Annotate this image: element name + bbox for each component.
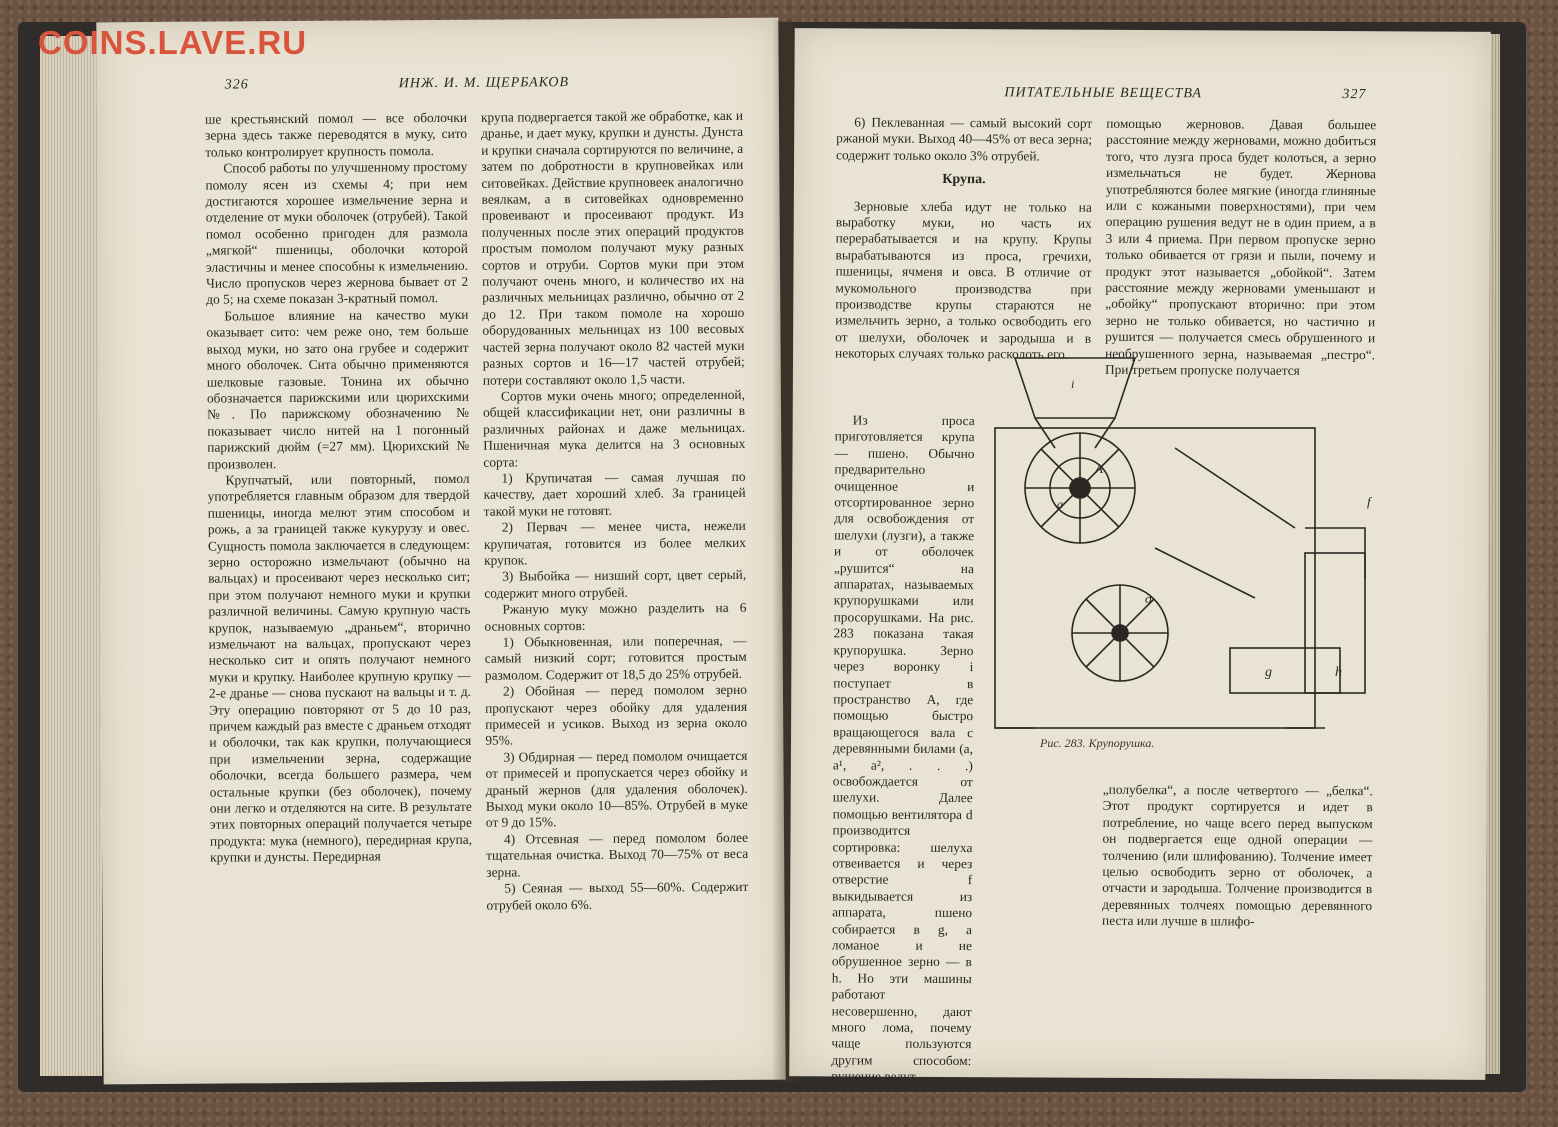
paragraph: 3) Обдирная — перед помолом очищается от примесей и пропускается через обойку и драный жернов (для удаления оболочек). Выход муки около 10—85%. Отрубей в муке от 9 до 15%. <box>485 747 748 831</box>
figure-label-A: А <box>1095 461 1103 476</box>
section-title: Крупа. <box>942 172 986 188</box>
paragraph: „полубелка“, а после четвертого — „белка“. Этот продукт сортируется и идет в потребление, но чаще всего перед выпуском он подвергается еще одной операции — толчению (или шлифованию). Толчение имеет целью освободить зерно от оболочек, а отчасти и зародыша. Толчение производится в деревянных толчеях помощью деревянного песта или лучше в шлифо- <box>1102 781 1373 929</box>
figure-caption: Рис. 283. Крупорушка. <box>1040 736 1155 750</box>
paragraph: 6) Пеклеванная — самый высокий сорт ржаной муки. Выход 40—45% от веса зерна; содержит только около 3% отрубей. <box>836 114 1093 164</box>
paragraph: Из проса приготовляется крупа — пшено. Обычно предварительно очищенное и отсортированное зерно для освобождения от шелухи (лузги), а также и от оболочек „рушится“ на аппаратах, называемых крупорушками или просорушками. На рис. 283 показана такая крупорушка. Зерно через воронку i поступает в пространство А, где помощью быстро вращающегося вала с деревянными билами (a, a¹, a², . . .) освобождается от шелухи. Далее помощью вентилятора d производится сортировка: шелуха отвеивается и через отверстие f выкидывается из аппарата, пшено собирается в g, а ломаное и не обрушенное зерно — в h. Но эти машины работают несовершенно, дают много лома, почему чаще пользуются другим способом: рушение ведут <box>831 412 975 1085</box>
figure-label-f: f <box>1367 494 1371 509</box>
figure-label-g: g <box>1265 665 1272 680</box>
left-column-2 <box>481 108 750 1050</box>
paragraph: 4) Отсевная — перед помолом более тщательная очистка. Выход 70—75% от веса зерна. <box>486 829 749 880</box>
left-page-number: 326 <box>224 77 249 93</box>
paragraph: Ржаную муку можно разделить на 6 основных сортов: <box>484 600 747 634</box>
left-column-1 <box>205 110 474 1052</box>
figure-label-h: h <box>1335 665 1342 680</box>
right-column-1-wrap <box>831 412 975 1085</box>
paragraph: Большое влияние на качество муки оказывает сито: чем реже оно, тем больше выход муки, но зато она грубее и содержит много оболочек. Сита обычно применяются шелковые газовые. Тонина их обычно обозначается парижскими или цюрихскими №. По парижскому обозначению № показывает число нитей на 1 погонный парижский дюйм (=27 мм). Цюрихский № произволен. <box>206 306 470 472</box>
paragraph: Крупчатый, или повторный, помол употребляется главным образом для твердой пшеницы, иногда мелют этим способом и рожь, а за границей также кукурузу и овес. Сущность помола заключается в следующем: зерно осторожно измельчают (обычно на вальцах) и просеивают через несколько сит; при этом получают немного муки и крупки различной величины. Самую крупную часть крупок, называемую „драньем“, вторично измельчают на вальцах, пропускают через несколько сит и опять получают немного муки и крупку. Наиболее крупную крупку — 2-е дранье — снова пускают на вальцы и т. д. Эту операцию повторяют от 5 до 10 раз, причем каждый раз вместе с драньем отходят и оболочки, так как крупки, получающиеся при измельчении зерна, содержащие оболочки, всегда большего размера, чем остальные крупки (без оболочек), почему они легко и отделяются на сите. В результате этих повторных операций получается четыре продукта: мука (немного), передирная крупа, крупки и дунсты. Передирная <box>207 470 473 865</box>
left-page-edges <box>40 36 102 1076</box>
paragraph: 2) Первач — менее чиста, нежели крупичатая, готовится из более мелких крупок. <box>483 518 746 568</box>
paragraph: 1) Крупичатая — самая лучшая по качеству, дает хороший хлеб. За границей такой муки не готовят. <box>483 468 746 519</box>
right-column-1-top <box>835 114 1093 362</box>
figure-label-d: д <box>1145 591 1152 606</box>
paragraph: Сортов муки очень много; определенной, общей классификации нет, они различны в различных районах и даже мельницах. Пшеничная мука делится на 3 основных сорта: <box>482 386 746 470</box>
left-running-head: ИНЖ. И. М. ЩЕРБАКОВ <box>398 75 570 92</box>
left-page <box>96 18 785 1085</box>
right-page-number: 327 <box>1342 87 1367 103</box>
millstone-machine-figure <box>975 348 1387 733</box>
watermark-logo: COINS.LAVE.RU <box>38 24 308 61</box>
paragraph: Способ работы по улучшенному простому помолу ясен из схемы 4; при нем достигаются хорошее измельчение зерна и отделение от муки оболочек (отрубей). Такой помол особенно пригоден для размола „мягкой“ пшеницы, оболочки которой эластичны и менее способны к измельчению. Число пропусков через жернова бывает от 2 до 5; на схеме показан 3-кратный помол. <box>205 159 469 308</box>
paragraph: 5) Сеяная — выход 55—60%. Содержит отрубей около 6%. <box>486 878 749 913</box>
right-column-2-bottom <box>1102 782 1373 1023</box>
paragraph: 1) Обыкновенная, или поперечная, — самый низкий сорт; готовится простым размолом. Содержит от 18,5 до 25% отрубей. <box>484 632 747 683</box>
figure-label-a: a <box>1057 497 1063 511</box>
right-running-head: ПИТАТЕЛЬНЫЕ ВЕЩЕСТВА <box>1004 85 1202 102</box>
paragraph: Зерновые хлеба идут не только на выработку муки, но часть их перерабатывается и на крупу. Крупы вырабатываются из проса, гречихи, пшеницы, ячменя и овса. В отличие от мукомольного производства при производстве крупы стараются не измельчить зерно, а только освободить его от шелухи, оболочек и зародыша и в некоторых случаях только расколоть его. <box>835 198 1092 362</box>
paragraph: 2) Обойная — перед помолом зерно пропускают через обойку для удаления примесей и усиков. Выход из зерна около 95%. <box>485 682 748 749</box>
paragraph: помощью жерновов. Давая большее расстояние между жерновами, можно добиться того, что лузга проса будет колоться, а зерно измельчаться не будет. Жернова употребляются более мягкие (иногда глиняные или с кожаными поверхностями), при чем операцию рушения ведут не в один прием, а в 3 или 4 приема. При первом пропуске зерно только обивается от грязи и пыли, почему и продукт этот называется „обойкой“. Затем расстояние между жерновами уменьшают и „обойку“ пропускают вторично: при этом зерно не только обивается, но частично и рушится — получается смесь обрушенного и необрушенного зерна, называемая „пестро“. При третьем пропуске получается <box>1104 115 1377 378</box>
machine-frame <box>995 428 1315 728</box>
bin-g <box>1230 648 1340 693</box>
figure-label-i: i <box>1071 377 1075 391</box>
right-column-2-top <box>1104 115 1377 378</box>
paragraph: крупа подвергается такой же обработке, как и дранье, и дает муку, крупки и дунсты. Дунста и крупки сначала сортируются по величине, а затем по добротности в крупновейках или ситовейках. Действие крупновеек аналогично веялкам, а в ситовейках одновременно провеивают и просеивают продукт. Из полученных после этих операций продуктов простым помолом получают муку разных сортов и отруби. Сортов муки при этом получают очень много, и количество их на различных мельницах различно, обычно от 2 до 12. При таком помоле на хорошо оборудованных мельницах из 100 весовых частей зерна получают около 82 частей муки разных сортов и 16—17 частей отрубей; потери составляют около 1,5 части. <box>480 107 745 388</box>
hopper <box>1015 358 1135 418</box>
paragraph: ше крестьянский помол — все оболочки зерна здесь также переводятся в муку, сито только контролирует крупность помола. <box>204 109 468 160</box>
paragraph: 3) Выбойка — низший сорт, цвет серый, содержит много отрубей. <box>484 567 747 601</box>
